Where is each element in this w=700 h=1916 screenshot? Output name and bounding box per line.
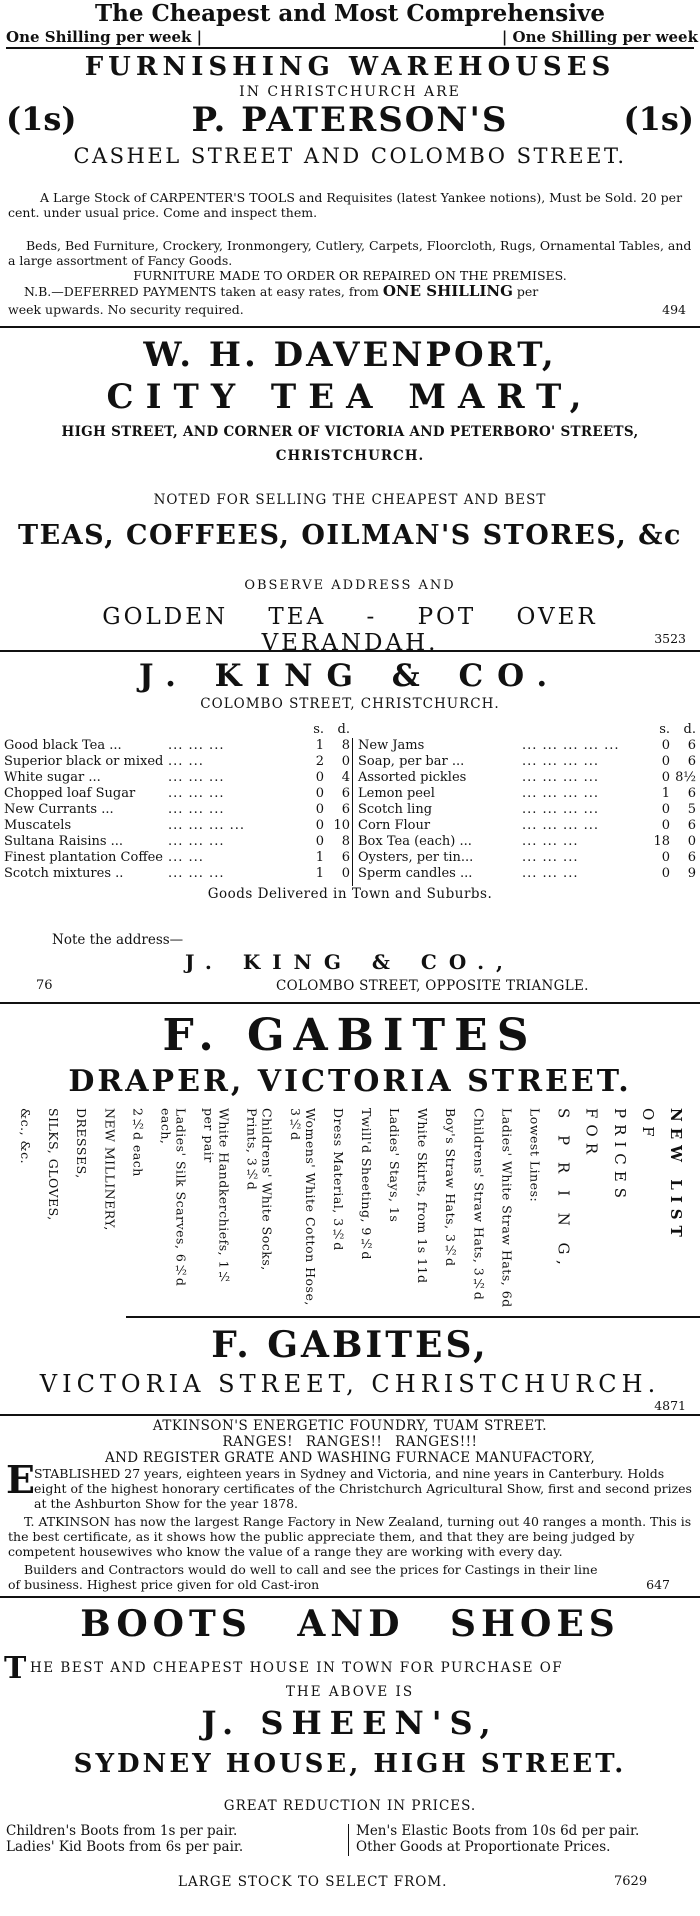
price-dots: ... ... ... ... ... [522, 738, 620, 753]
paterson-para4 [24, 284, 694, 299]
price-item: New Currants ... [4, 802, 114, 817]
price-pence: 6 [341, 850, 350, 865]
price-item: White sugar ... [4, 770, 101, 785]
price-item: Chopped loaf Sugar [4, 786, 136, 801]
price-item: Scotch ling [358, 802, 433, 817]
price-dots: ... ... ... [168, 738, 225, 753]
paterson-top-rule [6, 47, 694, 49]
price-row [2, 850, 352, 866]
price-item: Sultana Raisins ... [4, 834, 124, 849]
paterson-right-mark: (1s) [623, 100, 694, 138]
sheen-intro: HE BEST AND CHEAPEST HOUSE IN TOWN FOR PURCHASE OF [30, 1660, 564, 1676]
atkinson-body1: STABLISHED 27 years, eighteen years in Sydney and Victoria, and nine years in Canterbury. Holds eight of the highest honorary certificates of the Christchurch Agricultural Show, first and second prizes at the Ashburton Show for the year 1878. [34, 1466, 692, 1511]
gabites-list-column: White Handkerchiefs, 1½ per pair [201, 1108, 232, 1285]
price-row [2, 818, 352, 834]
price-dots: ... ... [168, 754, 204, 769]
atkinson-body3: Builders and Contractors would do well to call and see the prices for Castings in their line of business. Highest price given for old Cast-iron [8, 1562, 598, 1592]
paterson-para1: A Large Stock of CARPENTER'S TOOLS and Requisites (latest Yankee notions), Must be Sold. 20 per cent. under usual price. Come and inspect them. [8, 190, 683, 220]
price-dots: ... ... ... [522, 850, 579, 865]
sheen-left2: Ladies' Kid Boots from 6s per pair. [6, 1839, 244, 1855]
king-left-table [2, 722, 352, 882]
price-dots: ... ... ... ... [522, 754, 599, 769]
price-pence: 6 [687, 818, 696, 833]
price-dots: ... ... ... ... [522, 818, 599, 833]
price-shillings: 1 [661, 786, 670, 801]
price-pence: 8½ [675, 770, 696, 785]
gabites-list-column: FOR [582, 1108, 601, 1160]
king-ref: 76 [36, 978, 53, 993]
price-item: Lemon peel [358, 786, 435, 801]
price-row [356, 738, 698, 754]
price-pence: 10 [333, 818, 350, 833]
gabites2-ref: 4871 [654, 1398, 686, 1413]
gabites-list-column: Lowest Lines: [527, 1108, 543, 1203]
sheen-name: J. SHEEN'S, [201, 1704, 499, 1742]
price-shillings: 0 [315, 802, 324, 817]
king-advert [0, 652, 700, 1000]
price-shillings: 18 [653, 834, 670, 849]
price-row [2, 834, 352, 850]
davenport-title: CITY TEA MART, [106, 377, 594, 417]
price-item: New Jams [358, 738, 425, 753]
price-shillings: 0 [661, 738, 670, 753]
gabites2-name: F. GABITES, [211, 1324, 489, 1366]
price-item: Good black Tea ... [4, 738, 122, 753]
king-delivered: Goods Delivered in Town and Suburbs. [207, 886, 493, 902]
price-pence: 6 [687, 738, 696, 753]
price-row [356, 834, 698, 850]
price-item: Corn Flour [358, 818, 431, 833]
davenport-name: W. H. DAVENPORT, [143, 335, 557, 375]
gabites-list-column: White Skirts, from 1s 11d [415, 1108, 431, 1284]
gabites-list-column: 2½d each [130, 1108, 146, 1177]
sheen-ref: 7629 [614, 1874, 648, 1889]
price-row [2, 866, 352, 882]
gabites-name: F. GABITES [162, 1010, 538, 1061]
davenport-noted: NOTED FOR SELLING THE CHEAPEST AND BEST [153, 492, 547, 508]
sheen-right1: Men's Elastic Boots from 10s 6d per pair. [356, 1823, 640, 1839]
king-right-table [356, 722, 698, 882]
price-pence: 8 [341, 738, 350, 753]
paterson-heading: The Cheapest and Most Comprehensive [94, 0, 605, 27]
paterson-para4-b: ONE SHILLING [382, 282, 513, 300]
paterson-para5: week upwards. No security required. [8, 302, 244, 317]
price-row [356, 802, 698, 818]
paterson-advert [0, 0, 700, 328]
davenport-city: CHRISTCHURCH. [275, 448, 425, 464]
sheen-separator [348, 1824, 349, 1856]
king-col-s: s. [313, 722, 324, 737]
gabites-advert-1 [0, 1004, 700, 1316]
paterson-right-tag: | One Shilling per week [501, 28, 698, 46]
gabites-list-column: NEW MILLINERY, [102, 1108, 118, 1231]
gabites-advert-2 [0, 1318, 700, 1418]
paterson-address: CASHEL STREET AND COLOMBO STREET. [73, 144, 627, 168]
price-dots: ... ... ... ... [522, 786, 599, 801]
price-shillings: 0 [661, 802, 670, 817]
gabites-list-column: &c., &c. [18, 1108, 33, 1165]
gabites-list-column: Childrens' Straw Hats, 3½d [471, 1108, 487, 1301]
price-item: Finest plantation Coffee [4, 850, 163, 865]
price-pence: 0 [341, 754, 350, 769]
atkinson-title: ATKINSON'S ENERGETIC FOUNDRY, TUAM STREET. [152, 1418, 548, 1434]
price-row [2, 770, 352, 786]
king-col-s-right: s. [659, 722, 670, 737]
price-dots: ... ... ... [168, 786, 225, 801]
price-shillings: 1 [315, 738, 324, 753]
davenport-sign: GOLDEN TEA - POT OVER VERANDAH. [102, 604, 598, 656]
price-dots: ... ... ... [168, 770, 225, 785]
gabites-list-column: Twill'd Sheeting, 9½d [358, 1108, 374, 1260]
king-col-header [2, 722, 352, 738]
paterson-line1: FURNISHING WAREHOUSES [84, 52, 616, 82]
price-item: Box Tea (each) ... [358, 834, 472, 849]
price-shillings: 0 [315, 786, 324, 801]
king-col-d-right: d. [683, 722, 696, 737]
price-item: Oysters, per tin... [358, 850, 474, 865]
price-shillings: 0 [661, 754, 670, 769]
paterson-para4-c: per [516, 284, 539, 299]
price-shillings: 0 [661, 850, 670, 865]
price-pence: 0 [687, 834, 696, 849]
price-item: Scotch mixtures .. [4, 866, 124, 881]
paterson-left-tag: One Shilling per week | [6, 28, 203, 46]
price-item: Superior black or mixed [4, 754, 164, 769]
sheen-right2: Other Goods at Proportionate Prices. [356, 1839, 611, 1855]
price-dots: ... ... ... [168, 834, 225, 849]
price-row [2, 802, 352, 818]
gabites-list-column: Ladies' Stays, 1s [387, 1108, 403, 1223]
price-item: Sperm candles ... [358, 866, 473, 881]
price-pence: 5 [687, 802, 696, 817]
paterson-para2: Beds, Bed Furniture, Crockery, Ironmongery, Cutlery, Carpets, Floorcloth, Rugs, Ornamental Tables, and a large assortment of Fancy Goods. [8, 238, 692, 268]
price-dots: ... ... ... [168, 866, 225, 881]
price-pence: 0 [341, 866, 350, 881]
king-right-prices [356, 722, 698, 882]
price-item: Assorted pickles [358, 770, 467, 785]
king-name: J. KING & CO. [138, 658, 562, 694]
king-address2: COLOMBO STREET, OPPOSITE TRIANGLE. [276, 978, 589, 994]
price-pence: 6 [341, 802, 350, 817]
atkinson-ranges: RANGES! RANGES!! RANGES!!! [222, 1434, 478, 1450]
price-row [356, 786, 698, 802]
price-dots: ... ... ... [168, 802, 225, 817]
king-left-prices [2, 722, 352, 882]
gabites-list-column: Boy's Straw Hats, 3½d [443, 1108, 459, 1267]
gabites-list-column: PRICES [610, 1108, 629, 1205]
king-address: COLOMBO STREET, CHRISTCHURCH. [200, 696, 500, 712]
price-row [2, 786, 352, 802]
sheen-advert [0, 1598, 700, 1916]
davenport-observe: OBSERVE ADDRESS AND [244, 578, 456, 593]
price-row [356, 818, 698, 834]
price-row [2, 754, 352, 770]
king-note: Note the address— [52, 932, 184, 948]
sheen-intro2: THE ABOVE IS [285, 1684, 415, 1700]
price-pence: 6 [341, 786, 350, 801]
gabites-list-column: Childrens' White Socks, Prints, 3½d [244, 1108, 275, 1271]
paterson-left-mark: (1s) [6, 100, 77, 138]
sheen-address: SYDNEY HOUSE, HIGH STREET. [73, 1749, 627, 1779]
atkinson-body2: T. ATKINSON has now the largest Range Factory in New Zealand, turning out 40 ranges a month. This is the best certificate, as it shows how the public appreciate them, and that they are being judged by competent housewives who know the value of a range they are working with every day. [8, 1514, 692, 1559]
price-row [2, 738, 352, 754]
price-row [356, 866, 698, 882]
davenport-address: HIGH STREET, AND CORNER OF VICTORIA AND PETERBORO' STREETS, [61, 424, 639, 440]
gabites2-sub: VICTORIA STREET, CHRISTCHURCH. [39, 1370, 661, 1398]
price-pence: 6 [687, 754, 696, 769]
paterson-line2: IN CHRISTCHURCH ARE [239, 84, 461, 100]
price-dots: ... ... ... [522, 866, 579, 881]
price-dots: ... ... ... ... [168, 818, 245, 833]
price-pence: 6 [687, 786, 696, 801]
king-name2: J. KING & CO., [184, 950, 515, 974]
gabites-list-column: SILKS, GLOVES, [46, 1108, 62, 1221]
gabites-list-column: Ladies' White Straw Hats, 6d [499, 1108, 515, 1308]
davenport-ref: 3523 [654, 631, 686, 646]
price-shillings: 2 [315, 754, 324, 769]
king-col-header-right [356, 722, 698, 738]
gabites-list-column: DRESSES, [74, 1108, 90, 1179]
gabites-list-column: Dress Material, 3½d [330, 1108, 346, 1251]
gabites-list-column: OF [638, 1108, 657, 1143]
price-shillings: 0 [661, 818, 670, 833]
paterson-ref: 494 [662, 302, 686, 317]
gabites-sub: DRAPER, VICTORIA STREET. [68, 1064, 632, 1099]
gabites-list-column: S P R I N G, [554, 1108, 573, 1271]
price-shillings: 0 [661, 770, 670, 785]
paterson-para4-a: N.B.—DEFERRED PAYMENTS taken at easy rates, from [24, 284, 379, 299]
king-table-separator [352, 738, 353, 886]
price-dots: ... ... ... ... [522, 770, 599, 785]
sheen-drop: T [4, 1651, 27, 1686]
atkinson-ref: 647 [646, 1577, 670, 1592]
price-shillings: 1 [315, 866, 324, 881]
gabites-vertical-list [18, 1108, 683, 1308]
price-dots: ... ... [168, 850, 204, 865]
sheen-stock: LARGE STOCK TO SELECT FROM. [178, 1874, 448, 1890]
price-item: Muscatels [4, 818, 72, 833]
davenport-advert [0, 328, 700, 656]
price-item: Soap, per bar ... [358, 754, 465, 769]
price-row [356, 770, 698, 786]
gabites-list-column: NEW LIST [666, 1108, 685, 1243]
sheen-left1: Children's Boots from 1s per pair. [6, 1823, 238, 1839]
price-pence: 9 [687, 866, 696, 881]
price-shillings: 0 [661, 866, 670, 881]
price-row [356, 754, 698, 770]
price-shillings: 0 [315, 834, 324, 849]
price-pence: 8 [341, 834, 350, 849]
davenport-goods: TEAS, COFFEES, OILMAN'S STORES, &c [18, 520, 682, 551]
paterson-name: P. PATERSON'S [191, 100, 509, 140]
price-shillings: 1 [315, 850, 324, 865]
gabites-list-column: Womens' White Cotton Hose, 3½d [287, 1108, 318, 1306]
price-row [356, 850, 698, 866]
price-pence: 6 [687, 850, 696, 865]
atkinson-drop: E [6, 1457, 35, 1502]
gabites-list-column: Ladies' Silk Scarves, 6½d each, [158, 1108, 189, 1287]
price-dots: ... ... ... [522, 834, 579, 849]
sheen-reduction: GREAT REDUCTION IN PRICES. [223, 1798, 477, 1814]
price-dots: ... ... ... ... [522, 802, 599, 817]
paterson-para3: FURNITURE MADE TO ORDER OR REPAIRED ON THE PREMISES. [133, 268, 567, 283]
price-pence: 4 [341, 770, 350, 785]
atkinson-sub: AND REGISTER GRATE AND WASHING FURNACE MANUFACTORY, [105, 1450, 595, 1466]
price-shillings: 0 [315, 770, 324, 785]
sheen-title: BOOTS AND SHOES [80, 1603, 620, 1645]
price-shillings: 0 [315, 818, 324, 833]
king-col-d: d. [337, 722, 350, 737]
